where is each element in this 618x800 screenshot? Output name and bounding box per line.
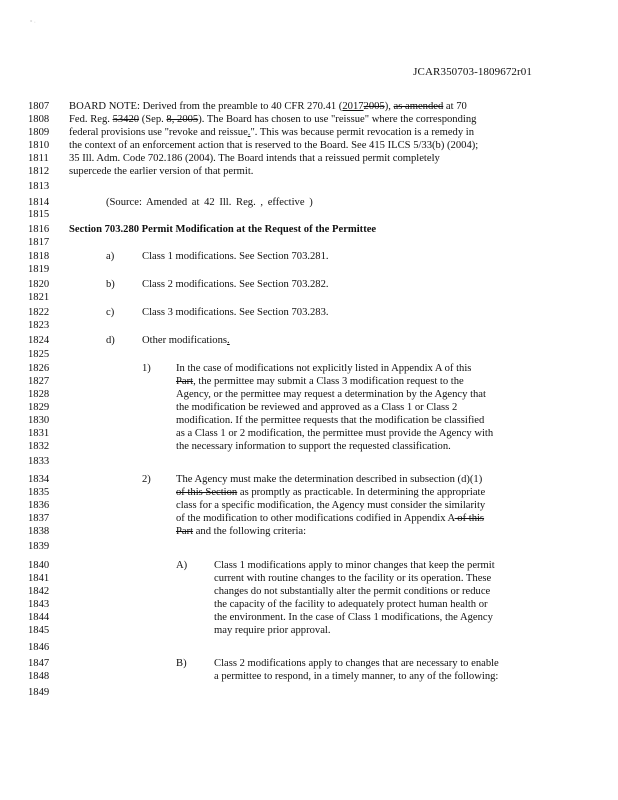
line-number: 1818 [28,251,50,262]
line-number: 1826 [28,363,50,374]
board-note-line-3: federal provisions use "revoke and reissue.". This was because permit revocation is a remedy in [69,127,475,138]
paragraph-1-line-4: the modification be reviewed and approved as a Class 1 or Class 2 [176,402,458,413]
line-number: 1819 [28,264,50,275]
line-number: 1847 [28,658,50,669]
subsection-d: d) Other modifications. [106,335,230,346]
line-number: 1842 [28,586,50,597]
line-number: 1816 [28,224,50,235]
line-number: 1834 [28,474,50,485]
item-A-line-3: changes do not substantially alter the permit conditions or reduce [214,586,491,597]
line-number: 1808 [28,114,50,125]
line-number: 1843 [28,599,50,610]
board-note-line-1: BOARD NOTE: Derived from the preamble to 40 CFR 270.41 (20172005), as amended at 70 [69,101,467,112]
source-note: (Source: Amended at 42 Ill. Reg. , effective ) [106,197,313,208]
scan-specks: ° · [30,20,36,26]
item-A-line-6: may require prior approval. [214,625,331,636]
line-number: 1836 [28,500,50,511]
line-number: 1833 [28,456,50,467]
line-number: 1824 [28,335,50,346]
line-number: 1814 [28,197,50,208]
line-number: 1830 [28,415,50,426]
line-number: 1838 [28,526,50,537]
item-B-line-2: a permittee to respond, in a timely manner, to any of the following: [214,671,499,682]
paragraph-1-line-1: 1) In the case of modifications not explicitly listed in Appendix A of this [142,363,472,374]
line-number: 1831 [28,428,50,439]
line-number: 1837 [28,513,50,524]
subsection-c: c) Class 3 modifications. See Section 703.283. [106,307,329,318]
board-note-line-5: 35 Ill. Adm. Code 702.186 (2004). The Board intends that a reissued permit completely [69,153,440,164]
line-number: 1820 [28,279,50,290]
line-number: 1849 [28,687,50,698]
line-number: 1829 [28,402,50,413]
board-note-line-4: the context of an enforcement action that is reserved to the Board. See 415 ILCS 5/33(b) (2004); [69,140,479,151]
line-number: 1811 [28,153,49,164]
line-number: 1812 [28,166,50,177]
line-number: 1828 [28,389,50,400]
line-number: 1835 [28,487,50,498]
paragraph-2-line-4: of the modification to other modifications codified in Appendix A of this [176,513,485,524]
board-note-line-2: Fed. Reg. 53420 (Sep. 8, 2005). The Board has chosen to use "reissue" where the corresponding [69,114,477,125]
line-number: 1821 [28,292,50,303]
subsection-a: a) Class 1 modifications. See Section 703.281. [106,251,329,262]
line-number: 1827 [28,376,50,387]
line-number: 1841 [28,573,50,584]
subsection-b: b) Class 2 modifications. See Section 703.282. [106,279,329,290]
item-B-line-1: B) Class 2 modifications apply to changes that are necessary to enable [176,658,499,669]
line-number: 1844 [28,612,50,623]
paragraph-1-line-6: as a Class 1 or 2 modification, the permittee must provide the Agency with [176,428,494,439]
paragraph-1-line-5: modification. If the permittee requests that the modification be classified [176,415,485,426]
paragraph-1-line-2: Part, the permittee may submit a Class 3 modification request to the [176,376,464,387]
item-A-line-4: the capacity of the facility to adequately protect human health or [214,599,488,610]
board-note-line-6: supercede the earlier version of that permit. [69,166,254,177]
line-number: 1807 [28,101,50,112]
line-number: 1809 [28,127,50,138]
line-number: 1823 [28,320,50,331]
line-number: 1832 [28,441,50,452]
line-number: 1822 [28,307,50,318]
document-id-header: JCAR350703-1809672r01 [413,66,532,78]
line-number: 1848 [28,671,50,682]
line-number: 1845 [28,625,50,636]
line-number: 1825 [28,349,50,360]
line-number: 1813 [28,181,50,192]
item-A-line-5: the environment. In the case of Class 1 modifications, the Agency [214,612,493,623]
paragraph-2-line-2: of this Section as promptly as practicable. In determining the appropriate [176,487,486,498]
line-number: 1846 [28,642,50,653]
item-A-line-2: current with routine changes to the facility or its operation. These [214,573,492,584]
paragraph-1-line-7: the necessary information to support the requested classification. [176,441,451,452]
line-number: 1817 [28,237,50,248]
item-A-line-1: A) Class 1 modifications apply to minor changes that keep the permit [176,560,495,571]
line-number: 1840 [28,560,50,571]
paragraph-2-line-5: Part and the following criteria: [176,526,307,537]
paragraph-2-line-3: class for a specific modification, the Agency must consider the similarity [176,500,486,511]
line-number: 1839 [28,541,50,552]
paragraph-2-line-1: 2) The Agency must make the determination described in subsection (d)(1) [142,474,483,485]
line-number: 1815 [28,209,50,220]
paragraph-1-line-3: Agency, or the permittee may request a determination by the Agency that [176,389,486,400]
section-title: Section 703.280 Permit Modification at the Request of the Permittee [69,224,377,235]
line-number: 1810 [28,140,50,151]
